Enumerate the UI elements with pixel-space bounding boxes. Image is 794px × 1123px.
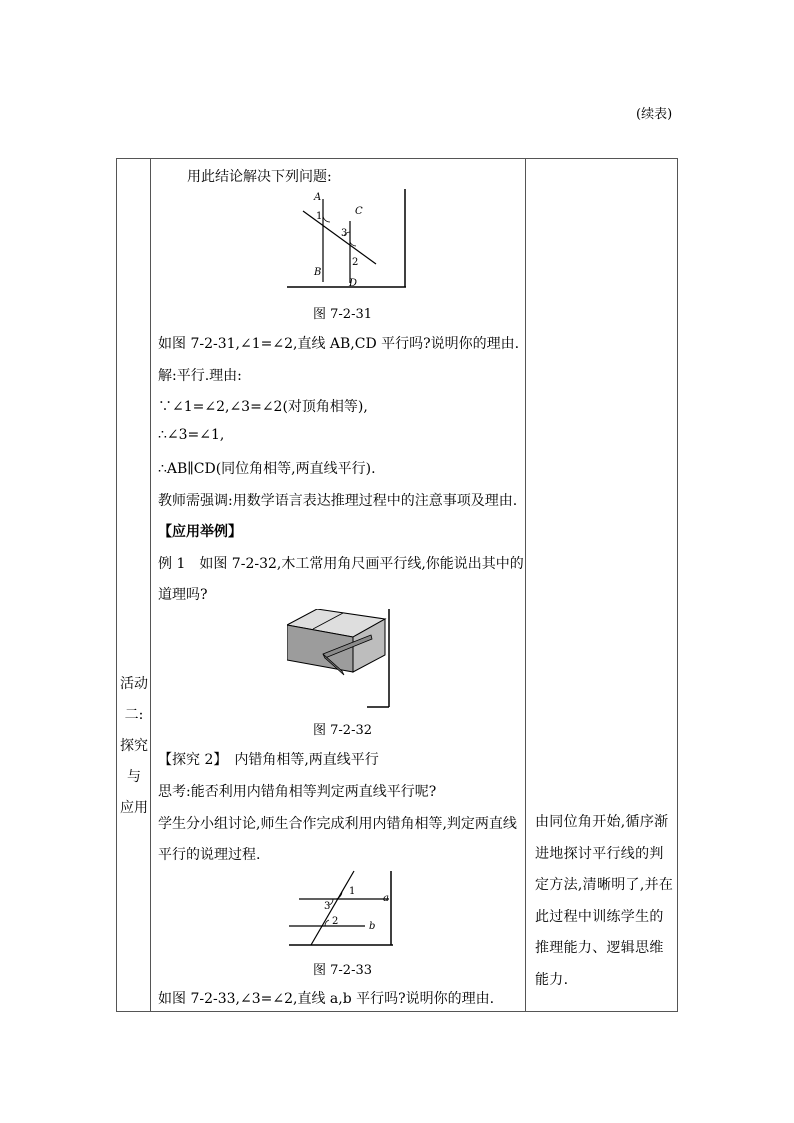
think-question: 思考:能否利用内错角相等判定两直线平行呢?: [158, 784, 437, 800]
figure-32-caption: 图 7-2-32: [313, 723, 373, 738]
angle-2: 2: [332, 916, 339, 927]
figure-31-caption: 图 7-2-31: [313, 307, 373, 322]
intro-text: 用此结论解决下列问题:: [187, 169, 332, 185]
teacher-emphasis: 教师需强调:用数学语言表达推理过程中的注意事项及理由.: [158, 493, 518, 509]
label-b: b: [369, 921, 376, 932]
design-note: 由同位角开始,循序渐进地探讨平行线的判定方法,清晰明了,并在此过程中训练学生的推理能力、逻辑思维能力.: [535, 814, 674, 988]
label-a: A: [314, 192, 322, 203]
solution-heading: 解:平行.理由:: [158, 368, 242, 384]
label-b: B: [314, 267, 322, 278]
label-c: C: [355, 206, 363, 217]
row-label-line: 应用: [120, 800, 148, 816]
question-2: 如图 7-2-33,∠3=∠2,直线 a,b 平行吗?说明你的理由.: [158, 991, 495, 1007]
angle-2: 2: [352, 257, 359, 268]
angle-1: 1: [349, 886, 356, 897]
example-1-line-2: 道理吗?: [158, 587, 208, 603]
figure-7-2-32: [287, 609, 393, 711]
angle-1: 1: [316, 211, 323, 222]
question-1: 如图 7-2-31,∠1=∠2,直线 AB,CD 平行吗?说明你的理由.: [158, 336, 520, 352]
angle-3: 3: [341, 228, 348, 239]
solution-step-1: ∵∠1=∠2,∠3=∠2(对顶角相等),: [158, 399, 368, 415]
example-1-line-1: 例 1 如图 7-2-32,木工常用角尺画平行线,你能说出其中的: [158, 556, 524, 572]
label-a: a: [383, 893, 389, 904]
lesson-table: [116, 158, 678, 1012]
explore-2-title: 【探究 2】 内错角相等,两直线平行: [158, 752, 379, 768]
solution-step-2: ∴∠3=∠1,: [158, 427, 225, 443]
continued-label: (续表): [636, 107, 673, 122]
application-title: 【应用举例】: [158, 524, 242, 540]
figure-33-caption: 图 7-2-33: [313, 963, 373, 978]
figure-7-2-31: [287, 189, 407, 291]
transversal: [303, 211, 376, 264]
figure-7-2-33: [283, 869, 395, 949]
column-divider-2: [525, 159, 526, 1011]
solution-step-3: ∴AB∥CD(同位角相等,两直线平行).: [158, 461, 376, 477]
column-divider-1: [150, 159, 151, 1011]
row-label: [117, 669, 151, 824]
group-discussion-line-2: 平行的说理过程.: [158, 847, 261, 863]
label-d: D: [349, 278, 358, 289]
transversal: [311, 871, 354, 945]
row-label-line: 二:: [124, 707, 144, 723]
angle-3: 3: [324, 901, 331, 912]
group-discussion-line-1: 学生分小组讨论,师生合作完成利用内错角相等,判定两直线: [158, 816, 517, 832]
row-label-line: 与: [127, 769, 141, 785]
row-label-line: 探究: [120, 738, 148, 754]
row-label-line: 活动: [120, 676, 148, 692]
